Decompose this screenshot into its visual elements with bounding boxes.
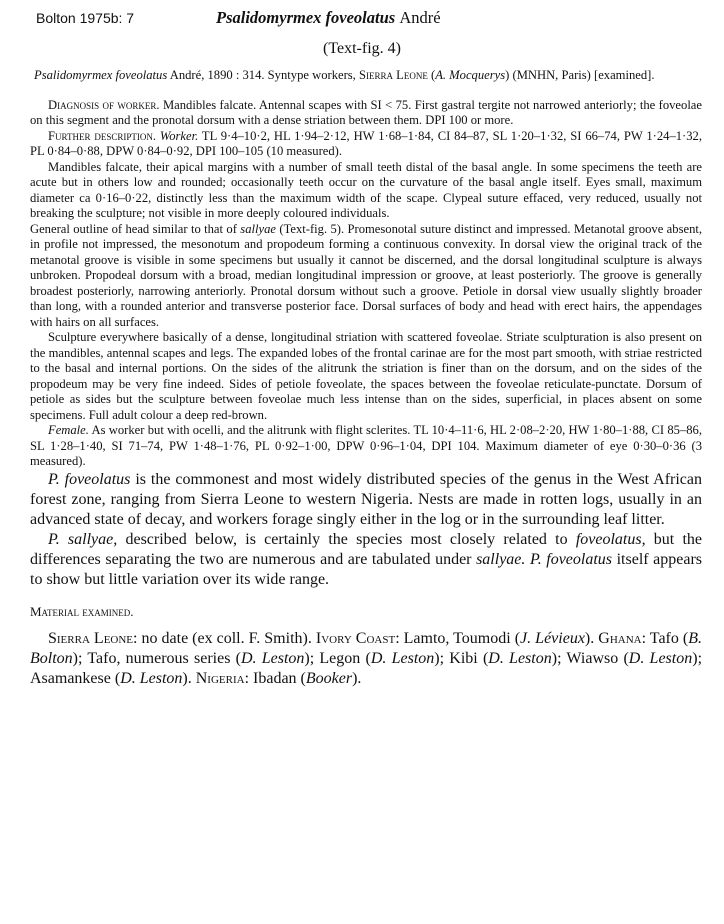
head-paragraph: [30, 222, 702, 331]
synonymy-entry: [30, 68, 702, 84]
diagnosis-paragraph: [30, 98, 702, 129]
country-sierra-leone: Sierra Leone: [48, 630, 134, 647]
gh-collector-2: D. Leston: [240, 650, 305, 667]
sallyae-ref: sallyae: [240, 221, 276, 236]
foveolatus-ref: foveolatus,: [575, 530, 646, 548]
gh-collector-1: B. Bolton: [30, 630, 703, 667]
ic-collector: J. Lévieux: [520, 630, 585, 647]
head-text-a: General outline of head similar to that of: [30, 221, 237, 236]
comparison-paragraph: [30, 530, 702, 590]
species-author: André: [399, 8, 441, 27]
sl-text: : no date (ex coll. F. Smith).: [133, 630, 312, 647]
article-body: [30, 68, 702, 689]
diagnosis-heading: Diagnosis of worker.: [48, 97, 160, 112]
species-name: Psalidomyrmex foveolatus: [216, 8, 396, 27]
sallyae-ref-2: sallyae.: [476, 550, 526, 568]
material-heading: [30, 604, 702, 620]
reference-label: Bolton 1975b: 7: [36, 10, 135, 26]
worker-measurements: TL 9·4–10·2, HL 1·94–2·12, HW 1·68–1·84, CI 84–87, SL 1·20–1·32, SI 66–74, PW 1·24–1·32, PL 0·84–0·88, DPW 0·84–0·92, DPI 100–105 (10 measured).: [30, 128, 702, 158]
gh-collector-6: D. Leston: [120, 670, 183, 687]
synonymy-name: Psalidomyrmex foveolatus: [34, 68, 168, 82]
distribution-text: is the commonest and most widely distributed species of the genus in the West African forest zone, ranging from Sierra Leone to western Nigeria. Nests are made in rotten logs, usually in an advanced state of decay, and workers forage singly either in the log or in the surrounding leaf litter.: [30, 470, 703, 528]
description-heading: Further description.: [48, 128, 156, 143]
synonymy-paren-open: (: [430, 68, 436, 82]
country-ghana: Ghana: [598, 630, 642, 647]
female-label: Female.: [48, 423, 89, 437]
ng-text-2: ).: [352, 670, 362, 687]
gh-text-5: ); Wiawso (: [551, 650, 629, 667]
gh-text-3: ); Legon (: [304, 650, 371, 667]
gh-collector-4: D. Leston: [488, 650, 552, 667]
comparison-text-a: described below, is certainly the species most closely related to: [125, 530, 568, 548]
mandible-paragraph: Mandibles falcate, their apical margins with a number of small teeth distal of the basal angle. In some specimens the teeth are acute but in others low and rounded; occasionally teeth occur on the curvature of the basal angle itself. Eyes small, maximum diameter ca 0·16–0·22, distinctly less than the maximum width of the scape. Clypeal suture effaced, very reduced, usually not breaking the sculpture; not visible in more deeply coloured individuals.: [30, 159, 702, 220]
gh-text-4: ); Kibi (: [434, 650, 489, 667]
synonymy-locality: Sierra Leone: [358, 68, 428, 82]
female-text: As worker but with ocelli, and the alitrunk with flight sclerites. TL 10·4–11·6, HL 2·08–2·20, HW 1·80–1·88, CI 85–86, SL 1·28–1·40, SI 71–74, PW 1·48–1·76, PL 0·92–1·00, DPW 0·96–1·04, DPI 104. Maximum diameter of eye 0·30–0·36 (3 measured).: [30, 423, 702, 468]
figure-reference: (Text-fig. 4): [323, 40, 401, 57]
comparison-text-c: itself appears to show but little variation over its wide range.: [30, 550, 703, 588]
country-ivory-coast: Ivory Coast: [315, 630, 396, 647]
head-text-b: (Text-fig. 5). Promesonotal suture distinct and impressed. Metanotal groove absent, in profile not impressed, the mesonotum and propodeum forming a continuous convexity. In dorsal view the original track of the metanotal groove is visible in some specimens but usually it cannot be discerned, and the dorsal longitudinal sculpture is always unbroken. Propodeal dorsum with a broad, median longitudinal impression or groove, at least posteriorly. The groove is generally broadest posteriorly, narrowing anteriorly. Pronotal dorsum without such a groove. Petiole in dorsal view usually slightly broader than long, with a rounded anterior and transverse posterior face. Dorsal surfaces of body and head with erect hairs, the appendages with hairs on all surfaces.: [30, 221, 703, 329]
synonymy-repository: (MNHN, Paris) [examined].: [512, 68, 655, 82]
ic-end: ).: [584, 630, 595, 647]
foveolatus-ref-2: P. foveolatus: [529, 550, 613, 568]
female-paragraph: [30, 423, 702, 470]
synonymy-collector: A. Mocquerys: [435, 68, 506, 82]
synonymy-citation: André, 1890 : 314. Syntype workers,: [169, 68, 356, 82]
description-measurements: [30, 129, 702, 160]
synonymy-paren-close: ): [505, 68, 510, 82]
material-paragraph: [30, 629, 702, 689]
worker-label: Worker.: [159, 128, 199, 143]
foveolatus-name: P. foveolatus: [48, 470, 131, 488]
diagnosis-text: Mandibles falcate. Antennal scapes with SI < 75. First gastral tergite not narrowed anteriorly; the foveolae on this segment and the pronotal dorsum with a dense striation between them. DPI 100 or more.: [30, 97, 702, 127]
ng-collector-1: Booker: [305, 670, 353, 687]
sallyae-name: P. sallyae,: [48, 530, 118, 548]
gh-collector-5: D. Leston: [628, 650, 693, 667]
species-title: [216, 8, 441, 28]
comparison-text-b: but the differences separating the two are numerous and are tabulated under: [30, 530, 703, 568]
gh-text-2: ); Tafo, numerous series (: [72, 650, 241, 667]
ng-text-1: : Ibadan (: [244, 670, 306, 687]
gh-text-1: : Tafo (: [641, 630, 689, 647]
sculpture-paragraph: Sculpture everywhere basically of a dense, longitudinal striation with scattered foveolae. Striate sculpturation is also present on the mandibles, antennal scapes and legs. The expanded lobes of the frontal carinae are for the most part smooth, with striae restricted to the basal and internal portions. On the sides of the alitrunk the striation is finer than on the dorsum, and on the sides of the propodeum may be very fine indeed. Sides of petiole foveolate, the spaces between the foveolae reticulate-punctate. Dorsum of petiole as sides but the sculpture between foveolae much less intense than on the sides, superficial, in places absent on some specimens. Full adult colour a deep red-brown.: [30, 330, 702, 422]
gh-text-7: ).: [182, 670, 192, 687]
gh-text-6: ); Asamankese (: [30, 650, 703, 687]
material-heading-text: Material examined.: [30, 603, 134, 619]
gh-collector-3: D. Leston: [370, 650, 435, 667]
ic-text: : Lamto, Toumodi (: [395, 630, 521, 647]
distribution-paragraph: [30, 470, 702, 530]
country-nigeria: Nigeria: [195, 670, 245, 687]
